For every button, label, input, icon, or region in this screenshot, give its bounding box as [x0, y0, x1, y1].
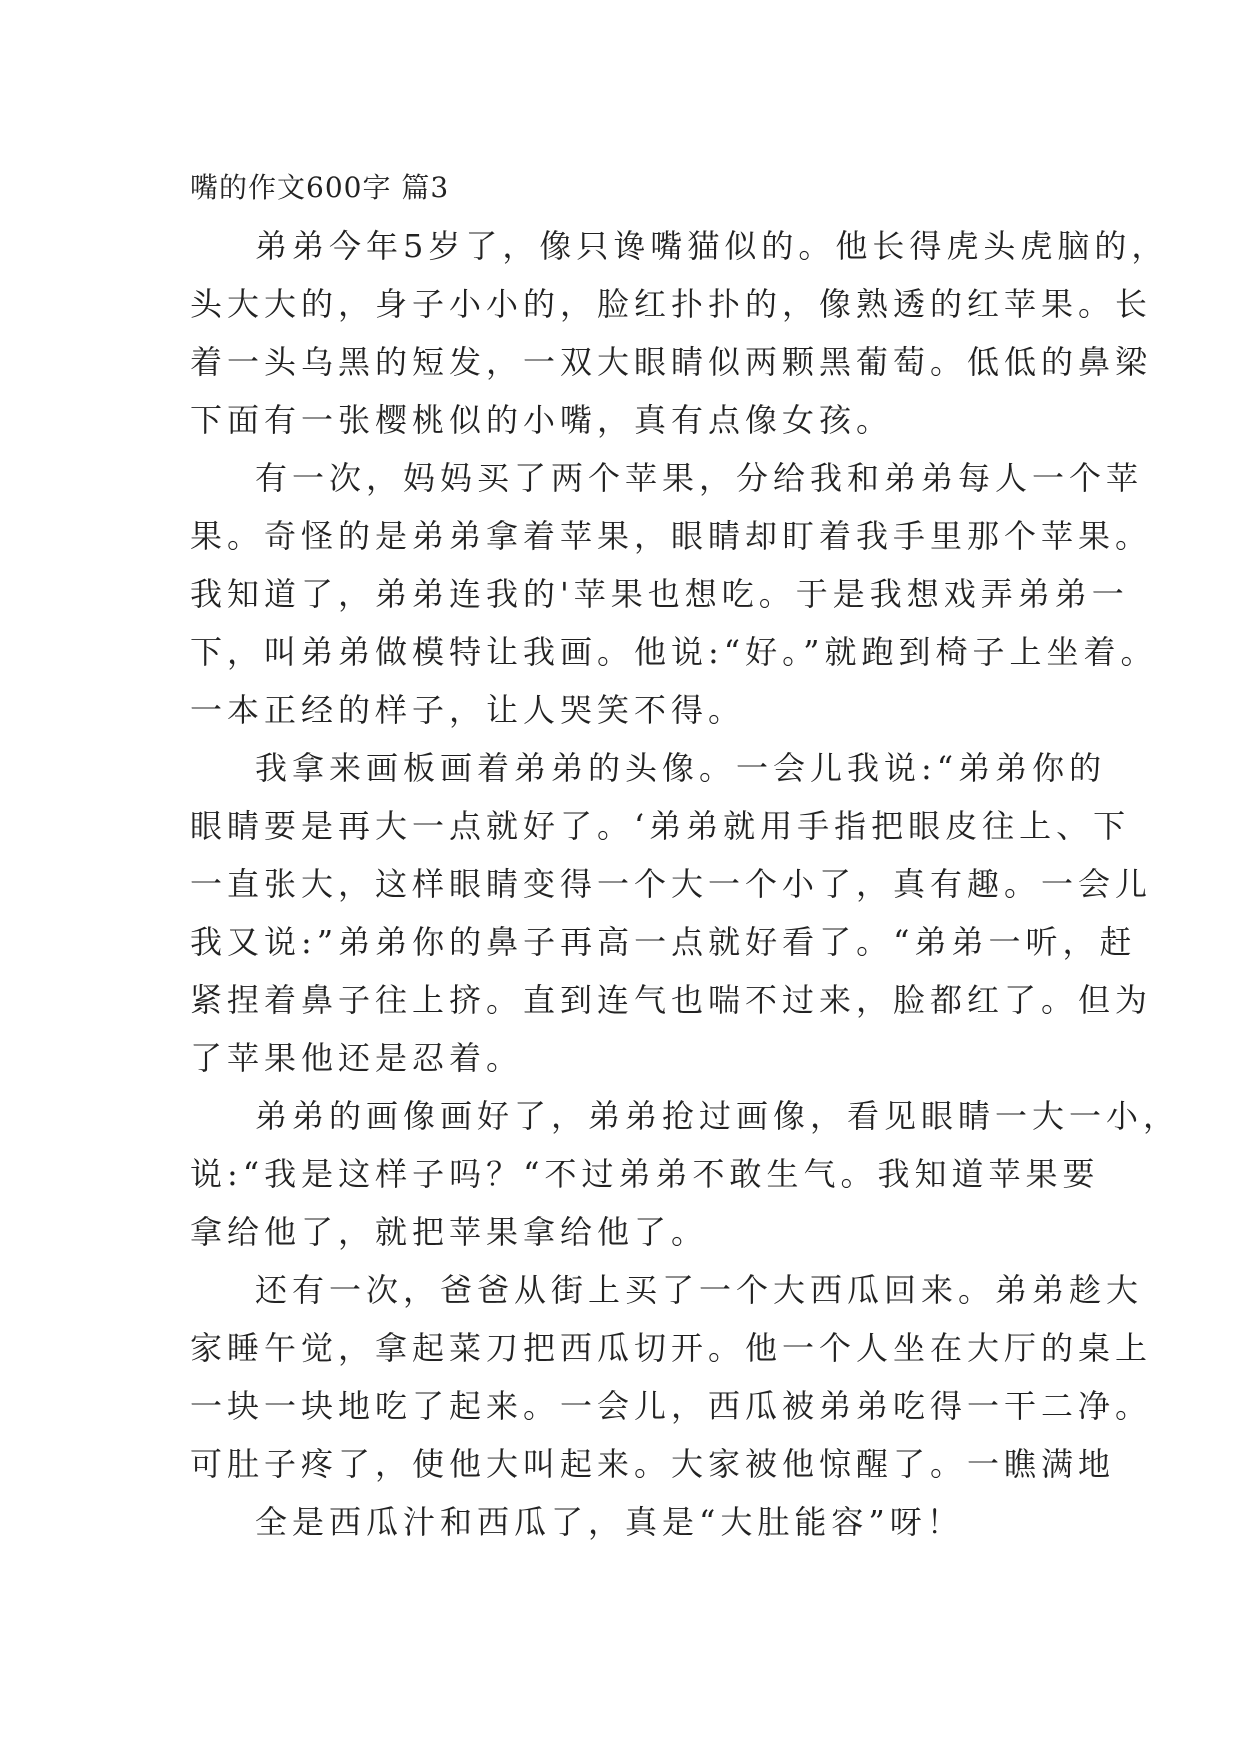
text-line: 拿给他了，就把苹果拿给他了。	[190, 1213, 709, 1251]
text-line: 一直张大，这样眼睛变得一个大一个小了，真有趣。一会儿	[190, 865, 1153, 903]
text-line: 弟弟的画像画好了，弟弟抢过画像，看见眼睛一大一小，	[255, 1097, 1181, 1135]
text-line: 说:“我是这样子吗？“不过弟弟不敢生气。我知道苹果要	[190, 1155, 1100, 1193]
text-line: 全是西瓜汁和西瓜了，真是“大肚能容”呀！	[255, 1503, 964, 1541]
text-line: 我又说:”弟弟你的鼻子再高一点就好看了。“弟弟一听，赶	[190, 923, 1137, 961]
text-line: 一块一块地吃了起来。一会儿，西瓜被弟弟吃得一干二净。	[190, 1387, 1153, 1425]
text-line: 还有一次，爸爸从街上买了一个大西瓜回来。弟弟趁大	[255, 1271, 1144, 1309]
text-line: 下面有一张樱桃似的小嘴，真有点像女孩。	[190, 401, 894, 439]
text-line: 果。奇怪的是弟弟拿着苹果，眼睛却盯着我手里那个苹果。	[190, 517, 1153, 555]
essay-title: 嘴的作文600字 篇3	[190, 171, 450, 204]
text-line: 头大大的，身子小小的，脸红扑扑的，像熟透的红苹果。长	[190, 285, 1153, 323]
text-line: 有一次，妈妈买了两个苹果，分给我和弟弟每人一个苹	[255, 459, 1144, 497]
text-line: 可肚子疼了，使他大叫起来。大家被他惊醒了。一瞧满地	[190, 1445, 1116, 1483]
text-line: 了苹果他还是忍着。	[190, 1039, 524, 1077]
text-line: 下，叫弟弟做模特让我画。他说:“好。”就跑到椅子上坐着。	[190, 633, 1158, 671]
text-line: 着一头乌黑的短发，一双大眼睛似两颗黑葡萄。低低的鼻梁	[190, 343, 1153, 381]
text-line: 一本正经的样子，让人哭笑不得。	[190, 691, 746, 729]
text-line: 眼睛要是再大一点就好了。‘弟弟就用手指把眼皮往上、下	[190, 807, 1131, 845]
text-line: 家睡午觉，拿起菜刀把西瓜切开。他一个人坐在大厅的桌上	[190, 1329, 1153, 1367]
text-line: 我知道了，弟弟连我的'苹果也想吃。于是我想戏弄弟弟一	[190, 575, 1129, 613]
text-line: 紧捏着鼻子往上挤。直到连气也喘不过来，脸都红了。但为	[190, 981, 1153, 1019]
text-line: 弟弟今年5岁了，像只谗嘴猫似的。他长得虎头虎脑的，	[255, 227, 1169, 265]
text-line: 我拿来画板画着弟弟的头像。一会儿我说:“弟弟你的	[255, 749, 1107, 787]
